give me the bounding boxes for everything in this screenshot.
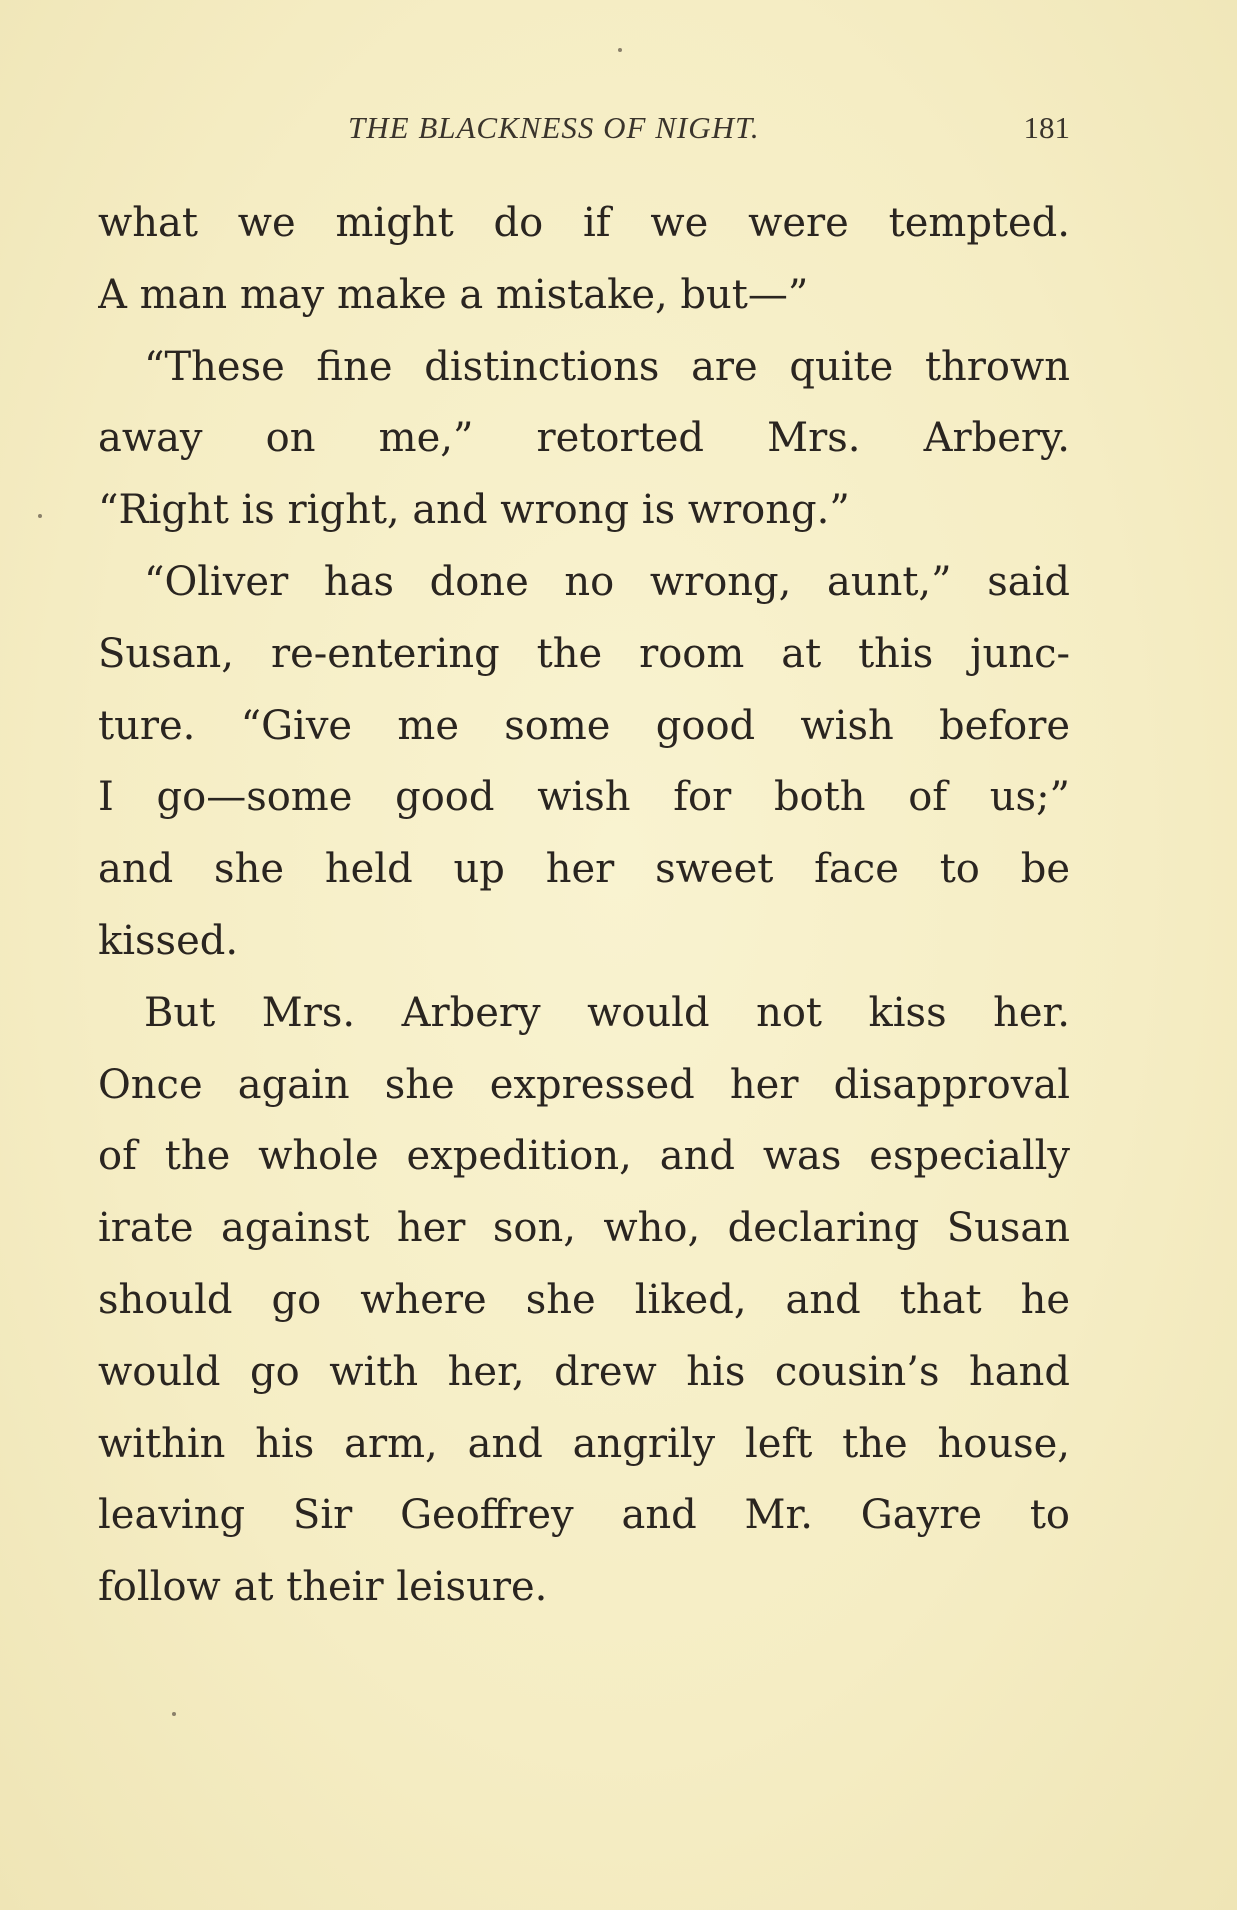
text-line: But Mrs. Arbery would not kiss her. [144, 989, 1070, 1036]
text-line: within his arm, and angrily left the house, [98, 1420, 1070, 1467]
text-line: of the whole expedition, and was especially [98, 1133, 1070, 1180]
text-line: would go with her, drew his cousin’s hand [98, 1348, 1070, 1395]
text-line: I go—some good wish for both of us;” [98, 774, 1070, 821]
text-line: leaving Sir Geoffrey and Mr. Gayre to [98, 1492, 1070, 1539]
text-line: ture. “Give me some good wish before [98, 702, 1070, 749]
text-line: Once again she expressed her disapproval [98, 1061, 1070, 1108]
text-line: away on me,” retorted Mrs. Arbery. [98, 415, 1070, 462]
paper-speck [38, 514, 42, 518]
text-line: “These fine distinctions are quite thrown [144, 343, 1070, 390]
text-line: and she held up her sweet face to be [98, 846, 1070, 893]
text-line: Susan, re-entering the room at this junc- [98, 630, 1070, 677]
body-text [98, 188, 1070, 1624]
text-line: A man may make a mistake, but—” [98, 271, 809, 318]
text-line: what we might do if we were tempted. [98, 200, 1070, 246]
paper-speck [172, 1712, 176, 1716]
text-line: “Oliver has done no wrong, aunt,” said [144, 558, 1070, 605]
text-line: follow at their leisure. [98, 1564, 548, 1611]
page-number: 181 [1023, 110, 1070, 145]
paper-speck [618, 48, 622, 52]
running-head [100, 108, 1076, 152]
text-line: kissed. [98, 917, 239, 964]
text-line: “Right is right, and wrong is wrong.” [98, 487, 850, 534]
running-title: THE BLACKNESS OF NIGHT. [348, 110, 760, 145]
text-line: irate against her son, who, declaring Susan [98, 1205, 1070, 1252]
text-line: should go where she liked, and that he [98, 1276, 1070, 1323]
